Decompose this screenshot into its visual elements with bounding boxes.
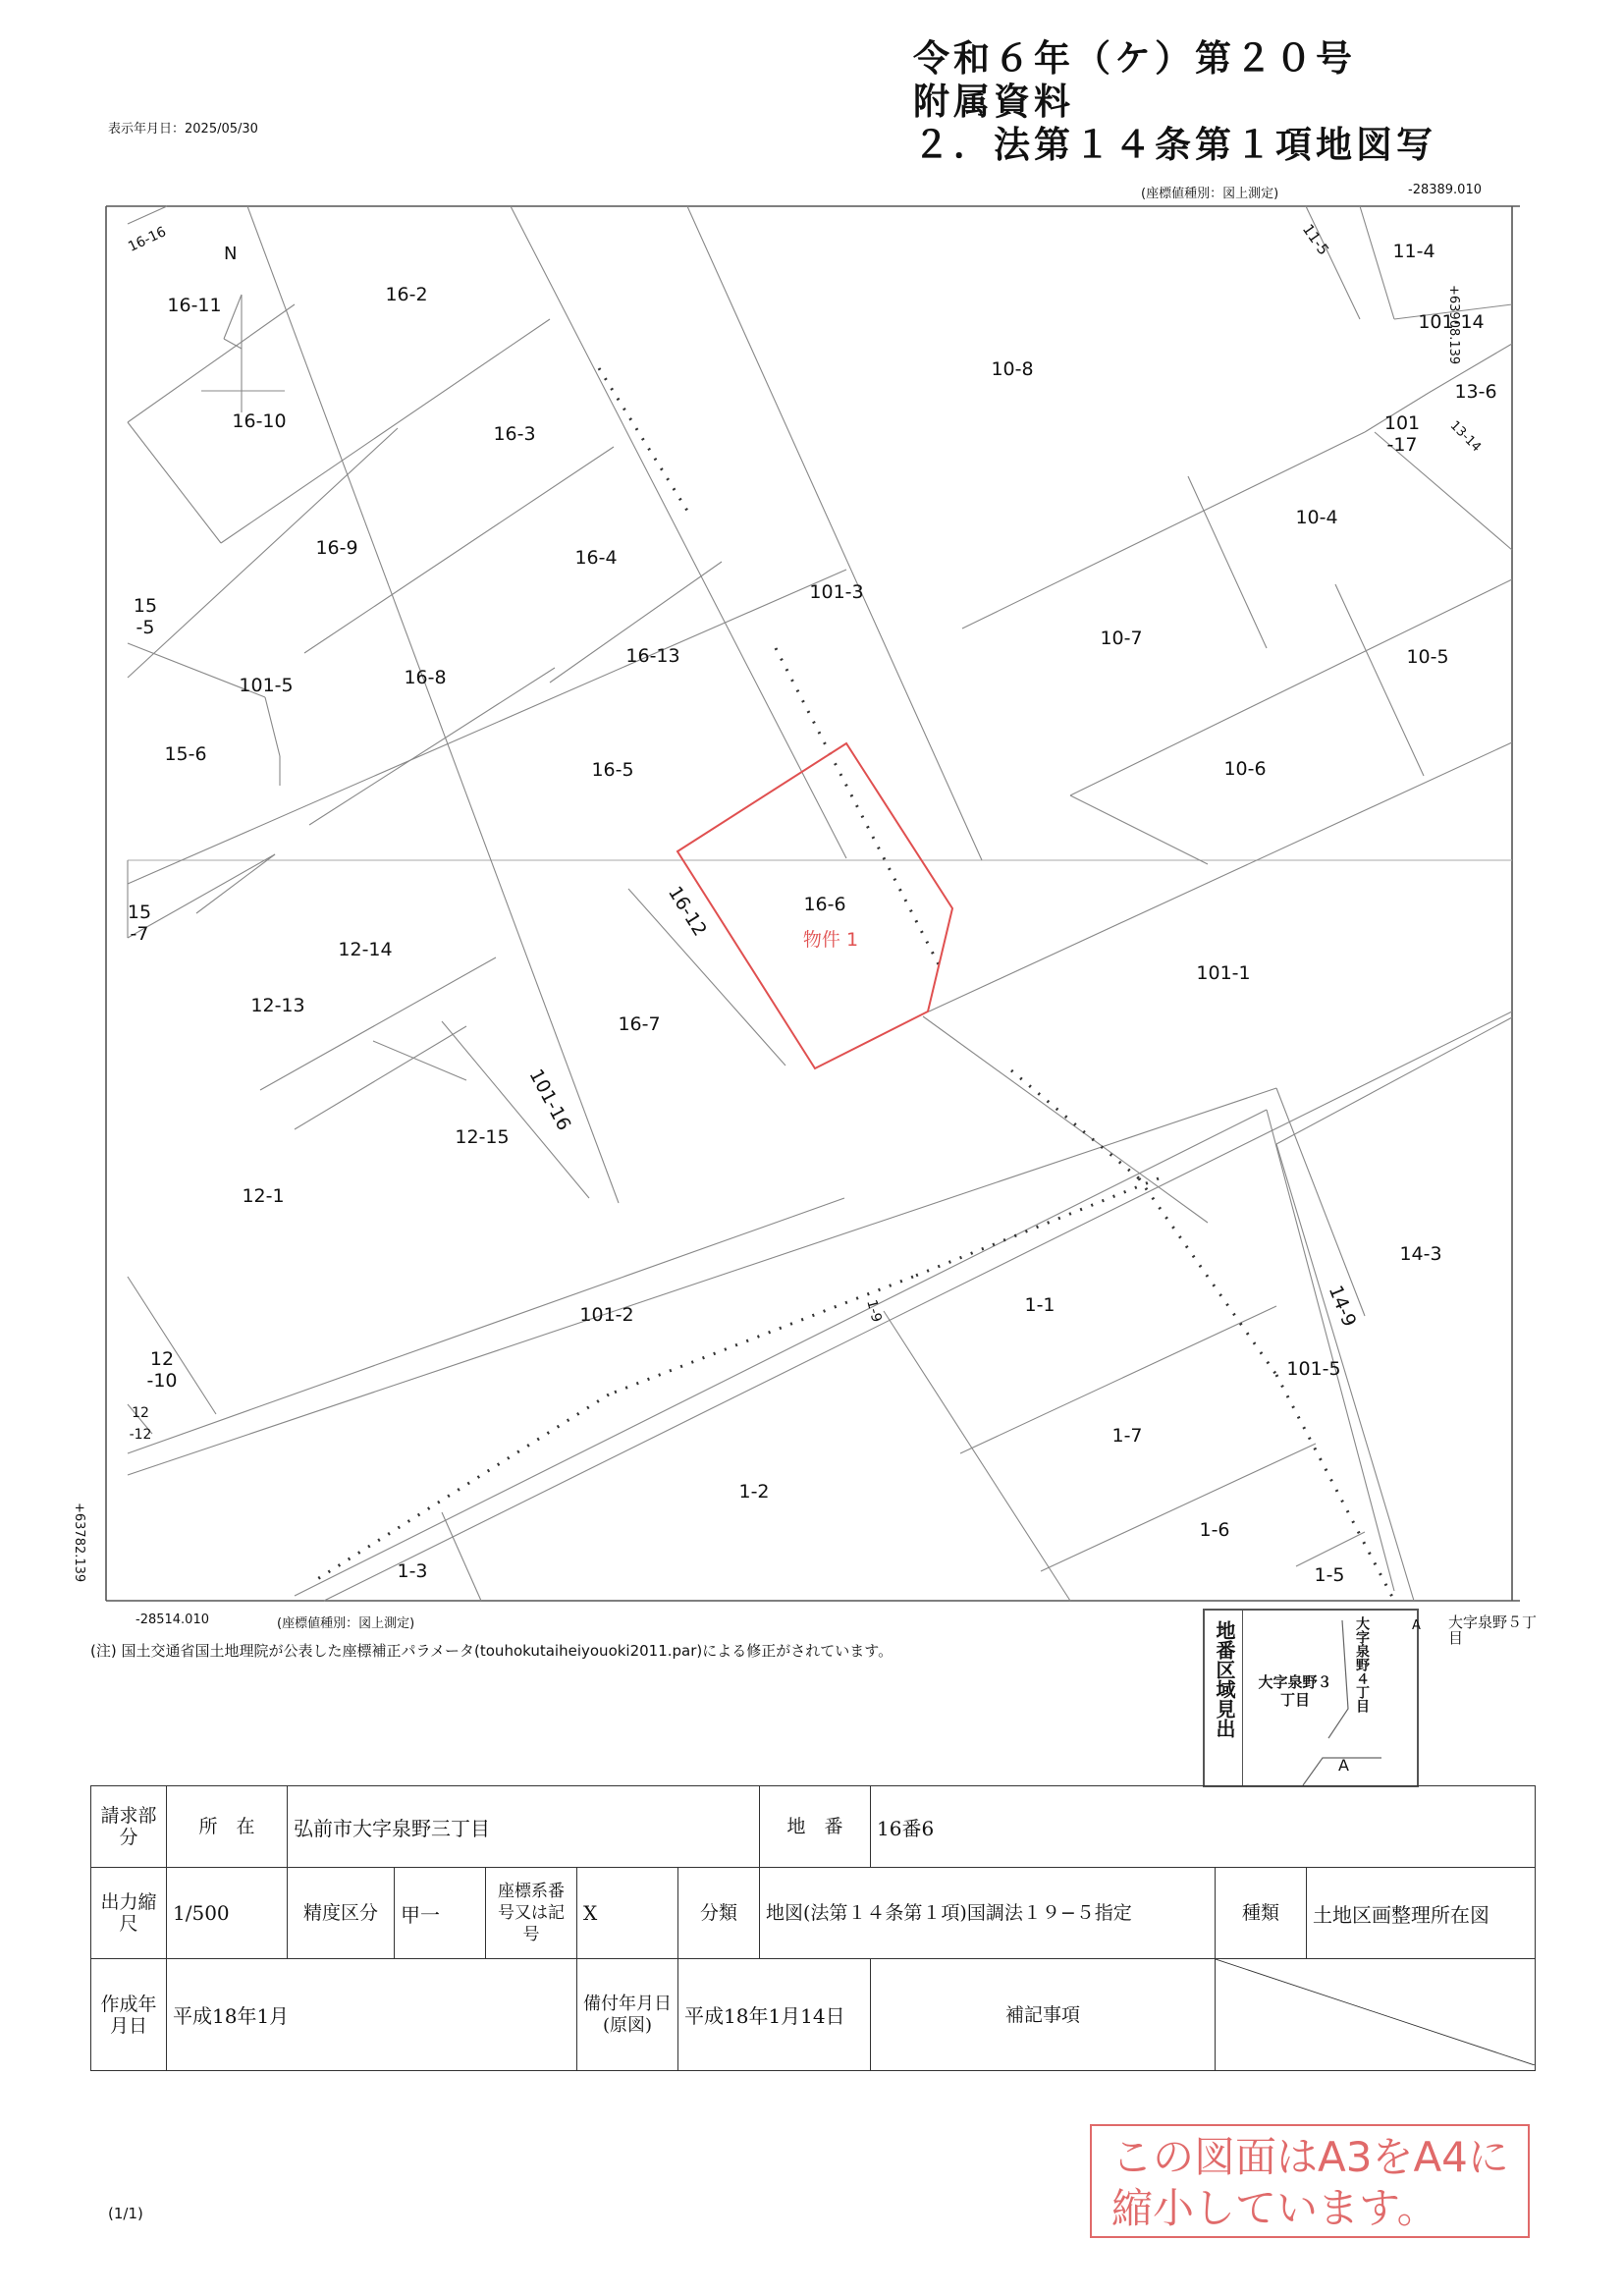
coord-bottom-left-x: -28514.010 <box>135 1613 209 1627</box>
parcel-label: 11-5 <box>1298 220 1333 259</box>
area-label-3: 大字泉野３丁目 <box>1258 1673 1332 1709</box>
parcel-label: 13-6 <box>1454 381 1497 403</box>
case-number: 令和６年（ケ）第２０号 <box>913 37 1356 80</box>
parcel-label: 12-14 <box>338 939 393 960</box>
parcel-label: 13-14 <box>1446 417 1485 456</box>
parcel-label: 12-13 <box>250 995 305 1016</box>
area-marker-a: A <box>1338 1756 1349 1775</box>
parcel-label: 101-14 <box>1418 311 1485 333</box>
area-label-4: 大字泉野４丁目 <box>1354 1616 1370 1713</box>
parcel-label-text: 101 -17 <box>1383 412 1421 456</box>
output-scale-value: 1/500 <box>167 1868 288 1959</box>
type-value: 土地区画整理所在図 <box>1307 1868 1536 1959</box>
reduction-stamp <box>1090 2124 1530 2238</box>
coord-left-y: +63782.139 <box>72 1503 86 1583</box>
coord-system-label: 座標系番号又は記号 <box>486 1868 577 1959</box>
parcel-label-text: 15 -5 <box>133 595 158 638</box>
parcel-label: 16-3 <box>493 423 536 445</box>
location-value: 弘前市大字泉野三丁目 <box>288 1786 760 1868</box>
parcel-label: 1-6 <box>1199 1519 1230 1541</box>
parcel-label: 16-9 <box>315 537 358 559</box>
page-number: (1/1) <box>108 2205 143 2222</box>
parcel-label: 1-7 <box>1111 1425 1143 1447</box>
parcel-label: 16-10 <box>232 410 287 432</box>
parcel-label-text: 12 -12 <box>129 1405 152 1443</box>
parcel-label: 1-1 <box>1024 1294 1056 1316</box>
accuracy-label: 精度区分 <box>288 1868 395 1959</box>
type-label: 種類 <box>1216 1868 1307 1959</box>
parcel-label: 11-4 <box>1392 241 1435 262</box>
parcel-label: 10-8 <box>991 358 1034 380</box>
parcel-label: 16-11 <box>167 295 222 316</box>
output-scale-label: 出力縮尺 <box>91 1868 167 1959</box>
area-index-title: 地番区域見出 <box>1213 1620 1236 1738</box>
parcel-label <box>130 1402 152 1446</box>
lot-number-value: 16番6 <box>871 1786 1536 1868</box>
parcel-label: 101-16 <box>524 1066 575 1134</box>
section-title: ２．法第１４条第１項地図写 <box>913 124 1436 166</box>
area-index-lines <box>1205 1611 1417 1785</box>
parcel-label-text: 12 -10 <box>146 1348 178 1392</box>
coord-note-top: (座標値種別：図上測定) <box>1141 187 1279 201</box>
parcel-label: 16-2 <box>385 284 428 305</box>
installed-date-label: 備付年月日(原図) <box>577 1959 678 2071</box>
coord-top-right-x: -28389.010 <box>1408 183 1482 197</box>
parcel-label <box>146 1348 177 1392</box>
remarks-value <box>1216 1959 1536 2071</box>
remarks-strike <box>1216 1959 1535 2065</box>
parcel-label: 10-4 <box>1295 507 1338 528</box>
north-label: N <box>224 244 238 264</box>
parcel-label: 16-7 <box>618 1013 661 1035</box>
parcel-label: 101-1 <box>1196 962 1251 984</box>
parcel-label: 10-5 <box>1406 646 1449 668</box>
accuracy-value: 甲一 <box>395 1868 486 1959</box>
parcel-label: 16-12 <box>664 882 711 941</box>
request-part-label: 請求部分 <box>91 1786 167 1868</box>
parcel-label: 101-5 <box>239 675 294 696</box>
parcel-label: 1-9 <box>863 1297 885 1325</box>
parcel-label: 14-3 <box>1399 1243 1442 1265</box>
area-label-5: 大字泉野５丁目 <box>1448 1613 1538 1647</box>
parcel-label: 14-9 <box>1324 1282 1361 1331</box>
parcel-label: 10-6 <box>1223 758 1267 780</box>
stamp-line-1: この図面はA3をA4に <box>1111 2133 1509 2181</box>
parcel-label: 10-7 <box>1100 628 1143 649</box>
coord-right-y: +63908.139 <box>1446 285 1461 365</box>
parcel-label: 101-3 <box>809 581 864 603</box>
remarks-label: 補記事項 <box>871 1959 1216 2071</box>
area-marker-a-outside: A <box>1412 1618 1421 1633</box>
parcel-label: 16-5 <box>591 759 634 781</box>
property-info-table <box>90 1785 1536 2071</box>
parcel-label: 16-8 <box>404 667 447 688</box>
parcel-label: 1-5 <box>1314 1564 1345 1586</box>
parcel-label: 12-15 <box>455 1126 510 1148</box>
coord-note-bottom: (座標値種別：図上測定) <box>277 1616 415 1631</box>
classification-value: 地図(法第１４条第１項)国調法１９−５指定 <box>760 1868 1216 1959</box>
parcel-label: 16-6 <box>803 894 846 915</box>
correction-note: (注) 国土交通省国土地理院が公表した座標補正パラメータ(touhokutaiheiyouoki2011.par)による修正がされています。 <box>90 1642 893 1660</box>
parcel-label <box>134 595 157 638</box>
classification-label: 分類 <box>678 1868 760 1959</box>
parcel-label <box>1384 412 1420 456</box>
area-index-box <box>1203 1609 1419 1787</box>
parcel-label: 16-4 <box>574 547 618 569</box>
created-date-value: 平成18年1月 <box>167 1959 577 2071</box>
parcel-label: 1-2 <box>738 1481 770 1503</box>
lot-number-label: 地 番 <box>760 1786 871 1868</box>
parcel-label-text: 15 -7 <box>127 902 152 945</box>
parcel-label: 1-3 <box>397 1560 428 1582</box>
display-date: 表示年月日：2025/05/30 <box>108 122 258 137</box>
coord-system-value: X <box>577 1868 678 1959</box>
parcel-label: 15-6 <box>164 743 207 765</box>
installed-date-value: 平成18年1月14日 <box>678 1959 871 2071</box>
parcel-label <box>128 902 151 945</box>
stamp-line-2: 縮小しています。 <box>1111 2184 1438 2232</box>
parcel-label: 12-1 <box>242 1185 285 1207</box>
subject-property-label: 物件 1 <box>802 929 859 951</box>
appendix-title: 附属資料 <box>913 81 1074 123</box>
parcel-label: 101-2 <box>579 1304 634 1326</box>
created-date-label: 作成年月日 <box>91 1959 167 2071</box>
location-label: 所 在 <box>167 1786 288 1868</box>
parcel-label: 16-16 <box>126 224 169 255</box>
parcel-label: 16-13 <box>625 645 680 667</box>
parcel-label: 101-5 <box>1286 1358 1341 1380</box>
